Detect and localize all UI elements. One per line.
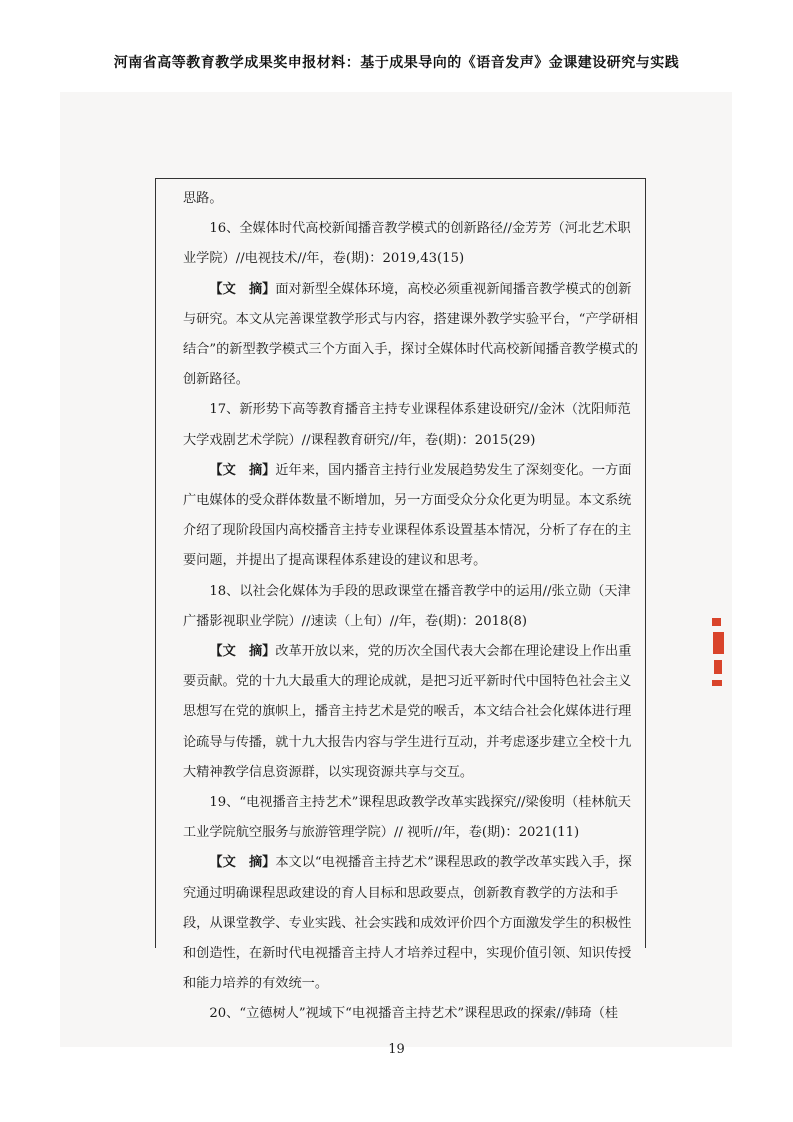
reference-abstract-16: [183, 275, 643, 396]
abstract-tag: 【文 摘】: [209, 281, 276, 297]
abstract-tag: 【文 摘】: [209, 462, 276, 478]
paragraph-continuation: 思路。: [183, 191, 223, 206]
reference-abstract-17: [183, 456, 643, 577]
reference-citation-18: 18、以社会化媒体为手段的思政课堂在播音教学中的运用//张立勋（天津广播影视职业学院）//速读（上旬）//年，卷(期)：2018(8): [183, 583, 631, 629]
document-body: [183, 184, 643, 1030]
abstract-text: 本文以“电视播音主持艺术”课程思政的教学改革实践入手，探究通过明确课程思政建设的育人目标和思政要点，创新教育教学的方法和手段，从课堂教学、专业实践、社会实践和成效评价四个方面激发学生的积极性和创造性，在新时代电视播音主持人才培养过程中，实现价值引领、知识传授和能力培养的有效统一。: [183, 855, 632, 992]
reference-citation-16: 16、全媒体时代高校新闻播音教学模式的创新路径//金芳芳（河北艺术职业学院）//电视技术//年，卷(期)：2019,43(15): [183, 221, 631, 267]
abstract-tag: 【文 摘】: [209, 644, 276, 660]
page-number: 19: [388, 1042, 405, 1057]
abstract-text: 改革开放以来，党的历次全国代表大会都在理论建设上作出重要贡献。党的十九大最重大的理论成就，是把习近平新时代中国特色社会主义思想写在党的旗帜上，播音主持艺术是党的喉舌，本文结合社会化媒体进行理论疏导与传播，就十九大报告内容与学生进行互动，并考虑逐步建立全校十九大精神教学信息资源群，以实现资源共享与交互。: [183, 644, 632, 780]
abstract-text: 近年来，国内播音主持行业发展趋势发生了深刻变化。一方面广电媒体的受众群体数量不断增加，另一方面受众分众化更为明显。本文系统介绍了现阶段国内高校播音主持专业课程体系设置基本情况，分析了存在的主要问题，并提出了提高课程体系建设的建议和思考。: [183, 462, 632, 569]
reference-abstract-19: [183, 848, 643, 999]
page-header: 河南省高等教育教学成果奖申报材料：基于成果导向的《语音发声》金课建设研究与实践: [113, 55, 680, 71]
abstract-text: 面对新型全媒体环境，高校必须重视新闻播音教学模式的创新与研究。本文从完善课堂教学形式与内容，搭建课外教学实验平台，“产学研相结合”的新型教学模式三个方面入手，探讨全媒体时代高校新闻播音教学模式的创新路径。: [183, 281, 639, 388]
reference-citation-19: 19、“电视播音主持艺术”课程思政教学改革实践探究//梁俊明（桂林航天工业学院航空服务与旅游管理学院）// 视听//年，卷(期)：2021(11): [183, 795, 631, 841]
reference-citation-17: 17、新形势下高等教育播音主持专业课程体系建设研究//金沐（沈阳师范大学戏剧艺术学院）//课程教育研究//年，卷(期)：2015(29): [183, 402, 631, 448]
abstract-tag: 【文 摘】: [209, 855, 276, 871]
reference-citation-20: 20、“立德树人”视域下“电视播音主持艺术”课程思政的探索//韩琦（桂: [209, 1006, 619, 1022]
red-seal-mark: [712, 618, 724, 722]
reference-abstract-18: [183, 637, 643, 788]
